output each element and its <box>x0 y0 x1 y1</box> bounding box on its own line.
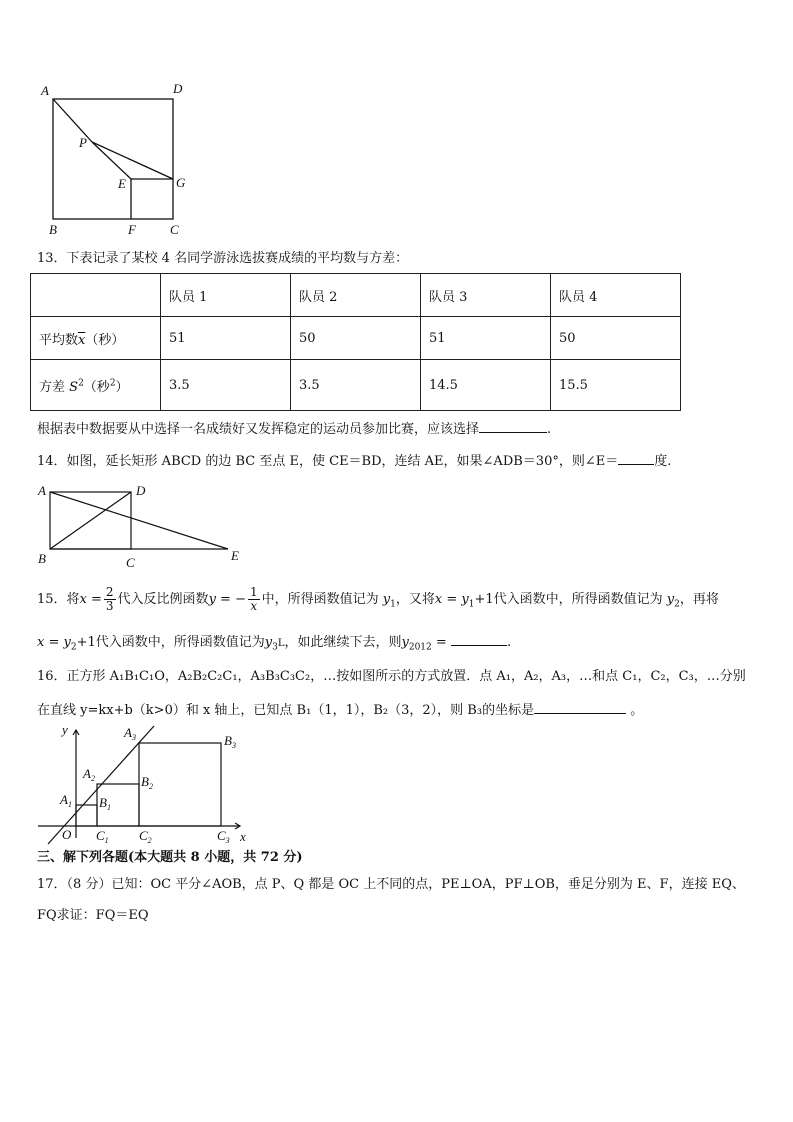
label-A1: $A_1$ <box>60 792 72 809</box>
q16-line1: 16．正方形 A₁B₁C₁O，A₂B₂C₂C₁，A₃B₃C₃C₂，…按如图所示的方式放置．点 A₁，A₂，A₃，…和点 C₁，C₂，C₃，…分别 <box>37 669 746 684</box>
table-header-cell: 队员 3 <box>421 274 551 317</box>
axis-label-y: y <box>62 722 68 737</box>
row-label-mean: 平均数$\overline{x}$（秒） <box>31 317 161 360</box>
table-cell: 51 <box>421 317 551 360</box>
axis-label-x: x <box>240 829 246 844</box>
label-C: C <box>126 555 135 570</box>
label-D: D <box>136 483 146 498</box>
fraction: $\frac{2}{3}$ <box>105 585 114 613</box>
label-B: B <box>49 222 57 237</box>
table-header-cell: 队员 2 <box>291 274 421 317</box>
label-A3: $A_3$ <box>124 725 136 742</box>
label-F: F <box>128 222 136 237</box>
table-cell: 15.5 <box>551 360 681 411</box>
q15-line1: 15．将x = $\frac{2}{3}$ 代入反比例函数y = − $\frac{1}{x}$ 中，所得函数值记为 $y_1$，又将$x = y_1+1$代入函数中，所得函数值记为 $y_2$，再将 <box>37 585 719 613</box>
q16-line2: 在直线 y=kx+b（k>0）和 x 轴上，已知点 B₁（1，1），B₂（3，2），则 B₃的坐标是 。 <box>37 700 643 720</box>
label-B2: $B_2$ <box>141 774 153 791</box>
label-A: A <box>38 483 46 498</box>
table-row-variance <box>31 360 681 411</box>
table-cell: 3.5 <box>161 360 291 411</box>
table-cell: 50 <box>291 317 421 360</box>
q13-tail: 根据表中数据要从中选择一名成绩好又发挥稳定的运动员参加比赛，应该选择 . <box>37 419 551 439</box>
label-C3: $C_3$ <box>217 828 230 845</box>
label-P: P <box>79 135 87 150</box>
label-B: B <box>38 551 46 566</box>
label-C1: $C_1$ <box>96 828 109 845</box>
label-O: O <box>62 827 72 842</box>
answer-blank[interactable] <box>479 419 547 433</box>
square-figure <box>35 80 195 240</box>
label-C: C <box>170 222 179 237</box>
q15-line2: $x = y_2+1$代入函数中，所得函数值记为$y_3L$，如此继续下去，则$y_{2012}$ = . <box>37 632 511 657</box>
label-B1: $B_1$ <box>99 795 111 812</box>
table-row-mean <box>31 317 681 360</box>
row-label-variance: 方差 $S^2$（秒$^2$） <box>31 360 161 411</box>
table-cell: 50 <box>551 317 681 360</box>
stats-table <box>30 273 681 411</box>
rectangle-figure <box>35 481 245 571</box>
section-heading: 三、解下列各题(本大题共 8 小题，共 72 分) <box>37 850 303 865</box>
table-cell: 3.5 <box>291 360 421 411</box>
label-G: G <box>176 175 186 190</box>
label-D: D <box>173 81 183 96</box>
q17-line1: 17．（8 分）已知：OC 平分∠AOB，点 P、Q 都是 OC 上不同的点，PE⊥OA，PF⊥OB，垂足分别为 E、F，连接 EQ、 <box>37 877 745 892</box>
q14-text: 14．如图，延长矩形 ABCD 的边 BC 至点 E，使 CE＝BD，连结 AE，如果∠ADB＝30°，则∠E＝ 度. <box>37 451 671 471</box>
answer-blank[interactable] <box>451 632 507 646</box>
label-A: A <box>41 83 49 98</box>
label-A2: $A_2$ <box>83 766 95 783</box>
squares-figure <box>30 720 260 845</box>
q13-stem: 13．下表记录了某校 4 名同学游泳选拔赛成绩的平均数与方差： <box>37 251 409 266</box>
table-header-cell: 队员 1 <box>161 274 291 317</box>
answer-blank[interactable] <box>534 700 626 714</box>
table-header-cell: 队员 4 <box>551 274 681 317</box>
answer-blank[interactable] <box>618 451 654 465</box>
label-E: E <box>231 548 239 563</box>
fraction: $\frac{1}{x}$ <box>249 585 258 613</box>
table-cell: 14.5 <box>421 360 551 411</box>
label-E: E <box>118 176 126 191</box>
table-cell: 51 <box>161 317 291 360</box>
table-header-row <box>31 274 681 317</box>
label-C2: $C_2$ <box>139 828 152 845</box>
table-header-cell <box>31 274 161 317</box>
q17-line2: FQ求证：FQ＝EQ <box>37 908 149 923</box>
label-B3: $B_3$ <box>224 733 236 750</box>
